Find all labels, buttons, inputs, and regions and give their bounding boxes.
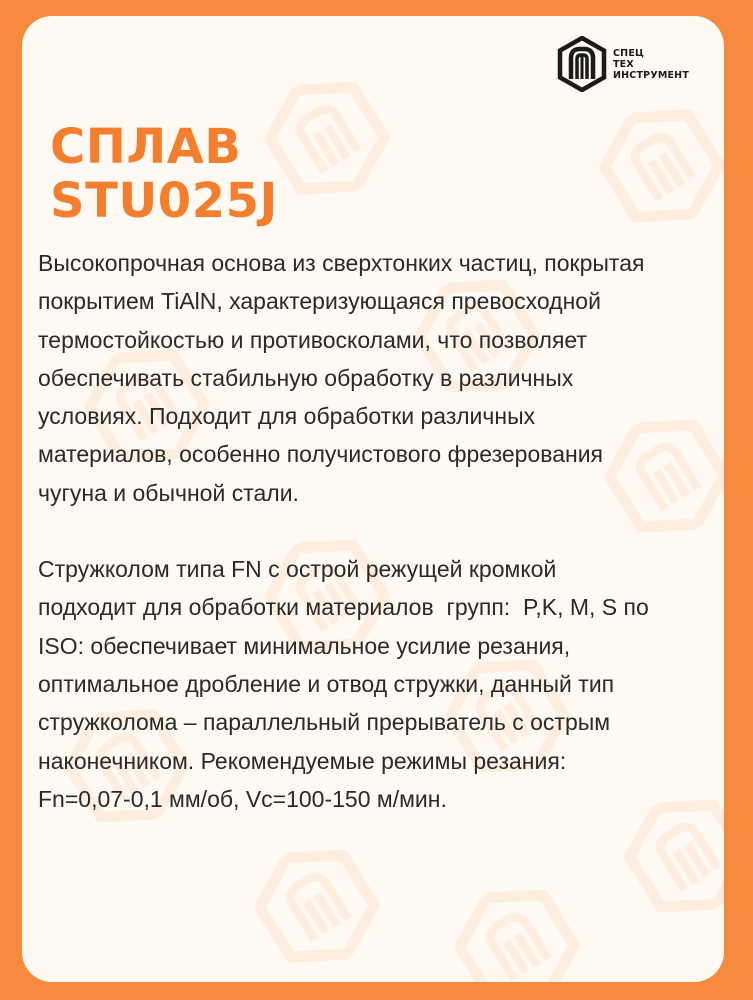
paragraph-line: подходит для обработки материалов групп: P,K, M, S по <box>38 594 649 621</box>
paragraph-line: материалов, особенно получистового фрезерования <box>38 441 603 468</box>
paragraph-line: стружколома – параллельный прерыватель с острым <box>38 709 611 736</box>
title-line-2: STU025J <box>50 173 278 229</box>
hexagon-watermark-icon <box>239 826 396 982</box>
page-title <box>50 120 278 228</box>
brand-line-3: ИНСТРУМЕНТ <box>613 69 690 81</box>
paragraph-line: наконечником. Рекомендуемые режимы резания: <box>38 747 567 774</box>
paragraph-line: термостойкостью и противосколами, что позволяет <box>38 326 587 353</box>
brand-name <box>613 48 689 81</box>
brand-logo <box>557 36 689 92</box>
paragraph-line: чугуна и обычной стали. <box>38 479 299 506</box>
paragraph-line: Fn=0,07-0,1 мм/об, Vc=100-150 м/мин. <box>38 785 447 812</box>
paragraph-line: Высокопрочная основа из сверхтонких частиц, покрытая <box>38 250 645 276</box>
product-card <box>22 16 724 982</box>
paragraph-line: покрытием TiAlN, характеризующаяся превосходной <box>38 288 601 315</box>
description-paragraph-2 <box>38 550 714 818</box>
paragraph-line: условиях. Подходит для обработки различных <box>38 403 536 430</box>
hexagon-watermark-icon <box>439 866 596 982</box>
brand-line-1: СПЕЦ <box>613 47 645 59</box>
paragraph-line: оптимальное дробление и отвод стружки, данный тип <box>38 670 615 697</box>
hexagon-watermark-icon <box>584 86 724 246</box>
description-paragraph-1 <box>38 244 714 512</box>
description <box>38 244 714 818</box>
brand-line-2: ТЕХ <box>613 58 634 70</box>
hexagon-logo-icon <box>557 36 607 92</box>
paragraph-line: Стружколом типа FN с острой режущей кромкой <box>38 556 557 583</box>
paragraph-line: обеспечивать стабильную обработку в различных <box>38 364 574 391</box>
title-line-1: СПЛАВ <box>50 119 242 175</box>
paragraph-line: ISO: обеспечивает минимальное усилие резания, <box>38 632 571 659</box>
